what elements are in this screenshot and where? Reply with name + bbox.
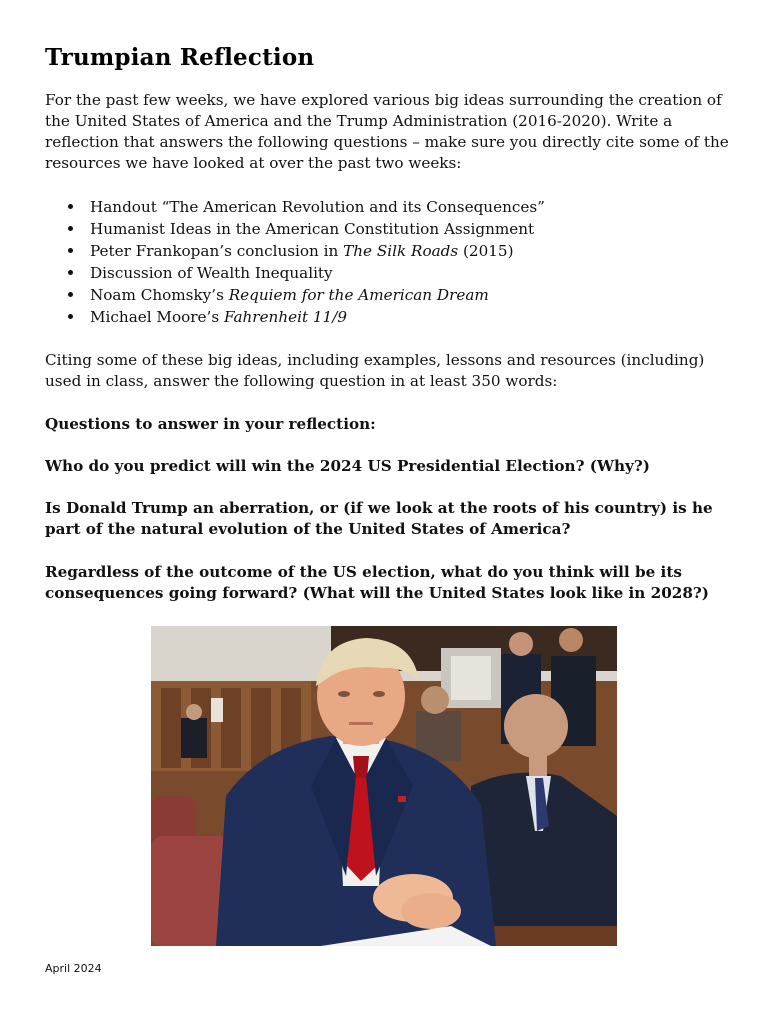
courtroom-photo bbox=[151, 626, 617, 946]
questions-heading: Questions to answer in your reflection: bbox=[45, 415, 376, 433]
question-2: Is Donald Trump an aberration, or (if we look at the roots of his country) is he part of the natural evolution of the United States of America? bbox=[45, 499, 713, 538]
resource-list bbox=[68, 196, 545, 328]
bullet-icon bbox=[68, 226, 73, 231]
courtroom-photo-illustration bbox=[151, 626, 617, 946]
question-1: Who do you predict will win the 2024 US Presidential Election? (Why?) bbox=[45, 457, 650, 475]
bullet-icon bbox=[68, 270, 73, 275]
bullet-icon bbox=[68, 292, 73, 297]
bullet-icon bbox=[68, 204, 73, 209]
resource-item: Peter Frankopan’s conclusion in The Silk Roads (2015) bbox=[68, 240, 545, 262]
bullet-icon bbox=[68, 248, 73, 253]
resource-item: Handout “The American Revolution and its Consequences” bbox=[68, 196, 545, 218]
document-title: Trumpian Reflection bbox=[45, 44, 315, 71]
citing-paragraph: Citing some of these big ideas, including examples, lessons and resources (including) used in class, answer the following question in at least 350 words: bbox=[45, 351, 705, 390]
resource-item: Michael Moore’s Fahrenheit 11/9 bbox=[68, 306, 545, 328]
resource-item: Humanist Ideas in the American Constitution Assignment bbox=[68, 218, 545, 240]
question-3: Regardless of the outcome of the US election, what do you think will be its consequences going forward? (What will the United States look like in 2028?) bbox=[45, 563, 709, 602]
resource-item: Noam Chomsky’s Requiem for the American Dream bbox=[68, 284, 545, 306]
footer-date: April 2024 bbox=[45, 962, 102, 975]
bullet-icon bbox=[68, 314, 73, 319]
intro-paragraph: For the past few weeks, we have explored various big ideas surrounding the creation of the United States of America and the Trump Administration (2016-2020). Write a reflection that answers the following questions – make sure you directly cite some of the resources we have looked at over the past two weeks: bbox=[45, 91, 729, 172]
resource-item: Discussion of Wealth Inequality bbox=[68, 262, 545, 284]
